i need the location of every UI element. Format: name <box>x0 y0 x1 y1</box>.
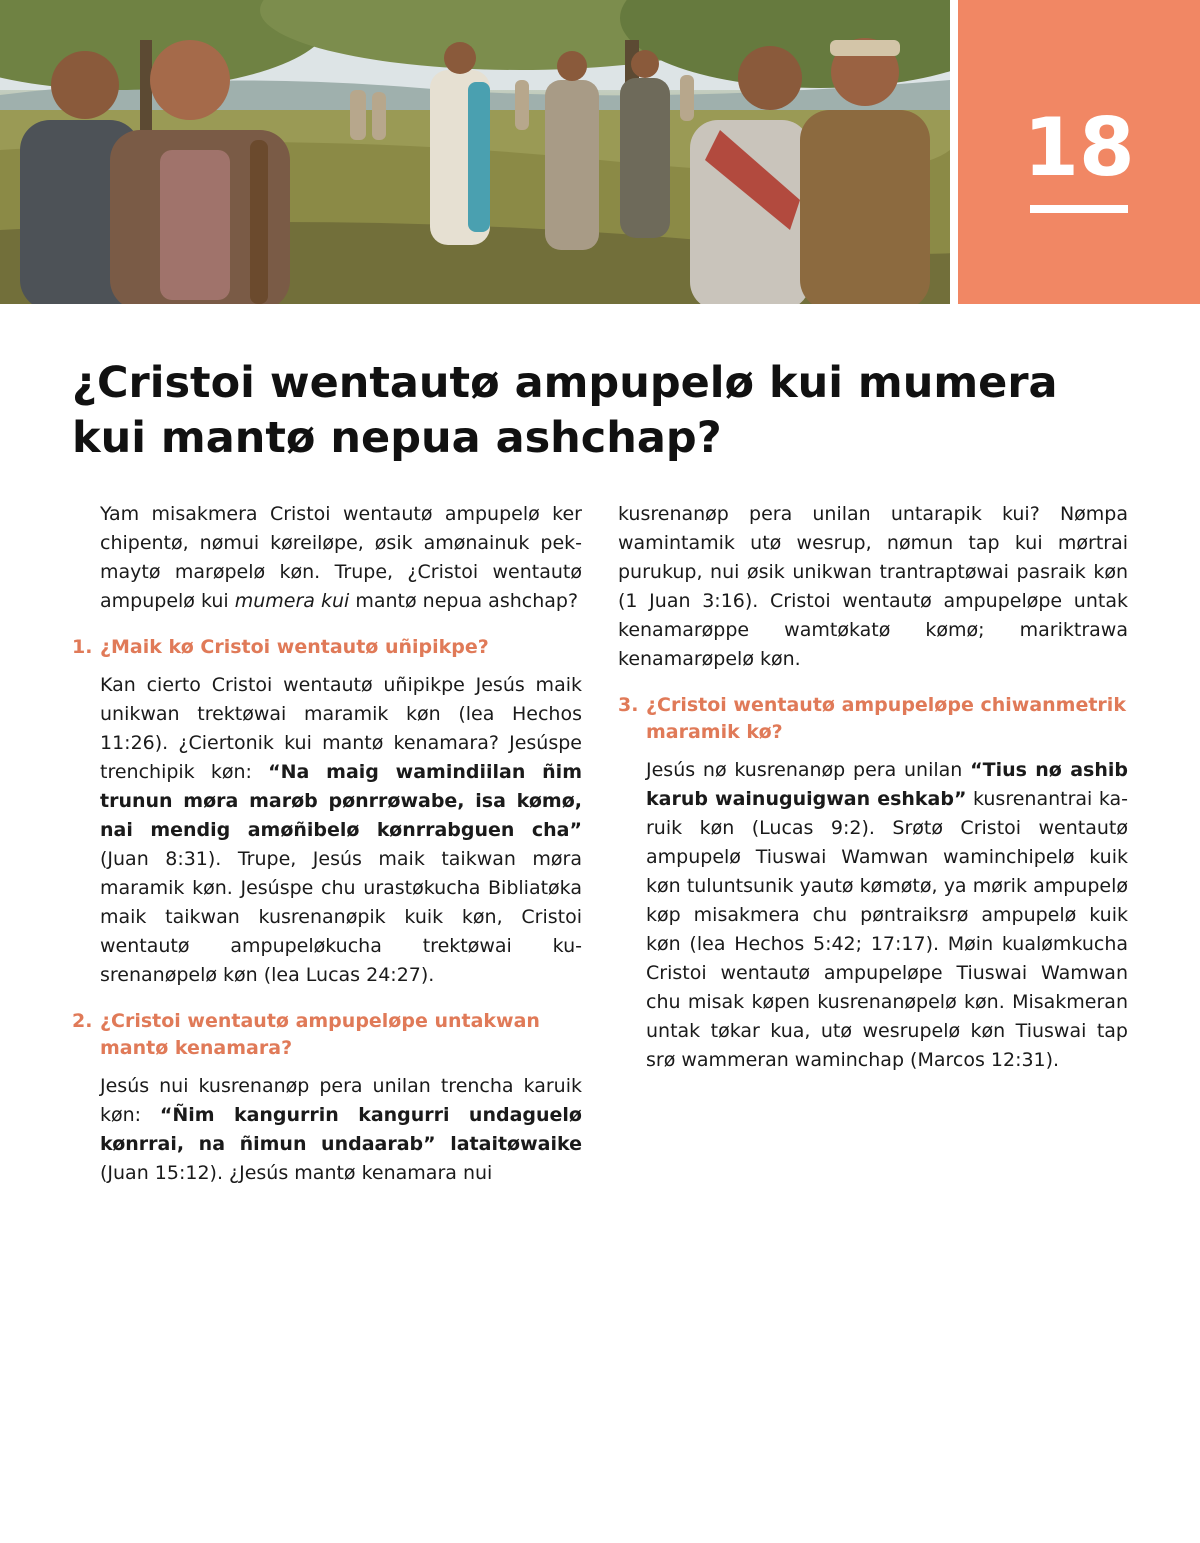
answer-text: Jesús nø kusrenanøp pera unilan <box>646 759 971 781</box>
question-number: 3. <box>618 694 639 716</box>
question-1-answer <box>100 671 582 990</box>
question-2-answer <box>100 1072 582 1188</box>
question-1-heading <box>72 634 582 661</box>
page-title: ¿Cristoi wentautø ampupelø kui mumera kui mantø nepua ashchap? <box>72 358 1058 463</box>
question-text: ¿Cristoi wentautø ampupeløpe untakwan mantø kenamara? <box>100 1010 540 1059</box>
hero-scene <box>0 0 950 304</box>
answer-text: Kan cierto Cristoi wentautø uñipikpe Jesús maik unikwan trektøwai maramik køn (lea Hechos 11:26). ¿Ciertonik kui mantø kenamara? Jesúspe trenchipik køn: <box>100 674 582 783</box>
question-2-heading <box>72 1008 582 1062</box>
answer-text: Jesús nui kusrenanøp pera unilan trencha karuik køn: <box>100 1075 582 1126</box>
hero-illustration <box>0 0 950 304</box>
question-number: 2. <box>72 1010 93 1032</box>
intro-text-2: mantø nepua ashchap? <box>349 590 579 612</box>
question-3-answer <box>646 756 1128 1075</box>
answer-text: (Juan 15:12). ¿Jesús mantø kenamara nui <box>100 1162 493 1184</box>
lesson-number: 18 <box>1023 101 1135 194</box>
badge-underline <box>1030 205 1128 213</box>
quote-bold: “Na maig wamindiilan ñim trunun møra marøb pønrrøwabe, isa kømø, nai mendig amøñibelø kønrrabguen cha” <box>100 761 582 841</box>
left-column <box>72 500 582 1188</box>
question-3-heading <box>618 692 1128 746</box>
right-column <box>618 500 1128 1075</box>
intro-text-1: Yam misakmera Cristoi wentautø ampupelø ker chipentø, nømui køreiløpe, øsik amønainuk pekmaytø marøpelø køn. Trupe, ¿Cristoi wentautø ampupelø kui <box>100 503 582 612</box>
question-text: ¿Maik kø Cristoi wentautø uñipikpe? <box>100 636 489 658</box>
answer-text: kusrenantrai karuik køn (Lucas 9:2). Srøtø Cristoi wentautø ampupelø Tiuswai Wamwan waminchipelø kuik køn tuluntsunik yautø kømøtø, ya mørik ampupelø køp misakmera chu pøntraiksrø ampupelø kuik køn (lea Hechos 5:42; 17:17). Møin kualømkucha Cristoi wentautø ampupeløpe Tiuswai Wamwan chu misak køpen kusrenanøpelø køn. Misakmeran untak tøkar kua, utø wesrupelø køn Tiuswai tap srø wammeran waminchap (Marcos 12:31). <box>646 788 1129 1071</box>
answer-text: (Juan 8:31). Trupe, Jesús maik taikwan møra maramik køn. Jesúspe chu urastøkucha Bibliatøka maik taikwan kusrenanøpik kuik køn, Cristoi wentautø ampupeløkucha trektøwai kusrenanøpelø køn (lea Lucas 24:27). <box>100 848 582 986</box>
lesson-number-badge <box>958 0 1200 304</box>
quote-bold: “Tius nø ashib karub wainuguigwan eshkab” <box>646 759 1128 810</box>
question-number: 1. <box>72 636 93 658</box>
intro-italic: mumera kui <box>234 590 350 612</box>
question-2-answer-continued: kusrenanøp pera unilan untarapik kui? Nømpa wamintamik utø wesrup, nømun tap kui mørtrai purukup, nui øsik unikwan trantraptøwai pasraik køn (1 Juan 3:16). Cristoi wentautø ampupeløpe untak kenamarøppe wamtøkatø kømø; mariktrawa kenamarøpelø køn. <box>618 503 1128 670</box>
quote-bold: “Ñim kangurrin kangurri undaguelø kønrrai, na ñimun undaarab” lataitøwaike <box>100 1104 582 1155</box>
intro-paragraph <box>100 500 582 616</box>
question-text: ¿Cristoi wentautø ampupeløpe chiwanmetrik maramik kø? <box>646 694 1126 743</box>
